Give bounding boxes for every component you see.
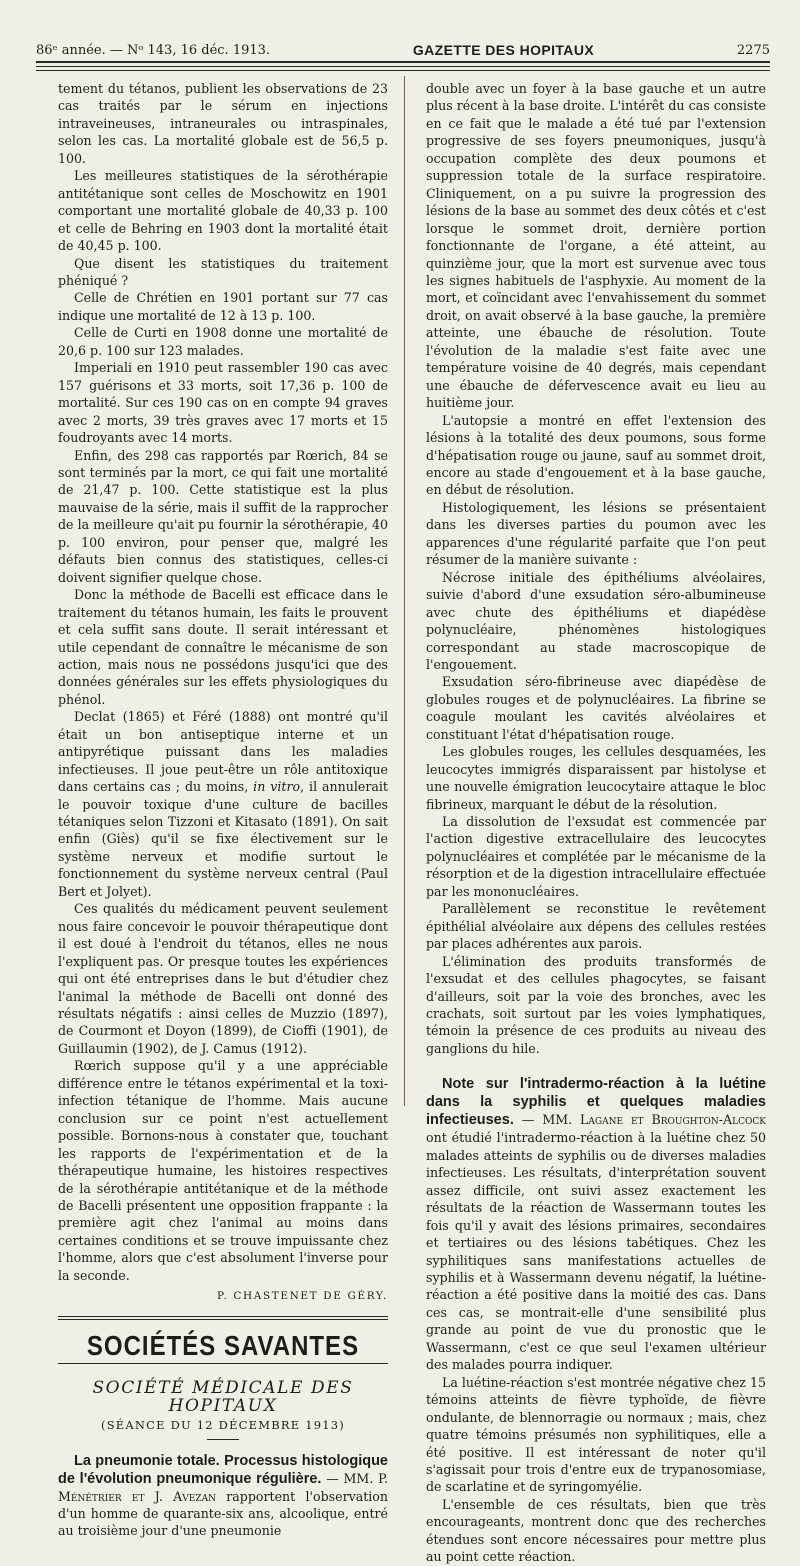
- page-header: [36, 36, 770, 58]
- article-paragraph: [58, 1452, 388, 1540]
- paragraph: Nécrose initiale des épithéliums alvéolaires, suivie d'abord d'une exsudation séro-albumineuse avec chute des épithéliums et diapédèse polynucléaire, phénomènes histologiques correspondant au stade macroscopique de l'engouement.: [426, 569, 766, 672]
- section-title: SOCIÉTÉS SAVANTES: [86, 1330, 360, 1362]
- header-rule: [36, 61, 770, 67]
- paragraph: L'ensemble de ces résultats, bien que très encourageants, montrent donc que des recherches étendues sont encore nécessaires pour mettre plus au point cette réaction.: [426, 1496, 766, 1565]
- paragraph: Exsudation séro-fibrineuse avec diapédèse de globules rouges et de polynucléaires. La fibrine se coagule moulant les cavités alvéolaires et constituant l'état d'hépatisation rouge.: [426, 674, 766, 742]
- paragraph: Parallèlement se reconstitue le revêtement épithélial alvéolaire aux dépens des cellules restées par places adhérentes aux parois.: [426, 901, 766, 952]
- paragraph-text: Declat (1865) et Féré (1888) ont montré qu'il était un bon antiseptique interne et un antipyrétique puissant dans les maladies infectieuses. Il joue peut-être un rôle antitoxique dans certains cas ; du moins,: [58, 709, 388, 795]
- small-rule: [207, 1439, 239, 1440]
- header-rule-thin: [36, 70, 770, 71]
- paragraph: Donc la méthode de Bacelli est efficace dans le traitement du tétanos humain, les faits le prouvent et cela suffit sans doute. Il serait intéressant et utile cependant de connaître le mécanisme de son action, mais nous ne possédons jusqu'ici que des données générales sur les effets physiologiques du phénol.: [58, 587, 388, 707]
- paragraph: Les globules rouges, les cellules desquamées, les leucocytes immigrés disparaissent par histolyse et une nouvelle émigration leucocytaire attaque le bloc fibrineux, marquant le début de la résolution.: [426, 744, 766, 812]
- paragraph: Enfin, des 298 cas rapportés par Rœrich, 84 se sont terminés par la mort, ce qui fait une mortalité de 21,47 p. 100. Cette statistique est la plus mauvaise de la série, mais il suffit de la rapprocher de la meilleure qu'ait pu fournir la sérothérapie, 40 p. 100 environ, pour penser que, malgré les défauts bien connus des statistiques, celles-ci doivent signifier quelque chose.: [58, 447, 388, 585]
- paragraph: double avec un foyer à la base gauche et un autre plus récent à la base droite. L'intérêt du cas consiste en ce fait que le malade a été tué par l'extension progressive de ses foyers pneumoniques, jusqu'à occupation complète des deux poumons et suppression totale de la surface respiratoire. Cliniquement, on a pu suivre la progression des lésions de la base au sommet des deux côtés et c'est lorsque le sommet droit, dernière portion fonctionnante de l'organe, a été atteint, au quinzième jour, que la mort est survenue avec tous les signes habituels de l'asphyxie. Au moment de la mort, et coïncidant avec l'envahissement du sommet droit, on avait observé à la base gauche, la première atteinte, une ébauche de résolution. Toute l'évolution de la maladie s'est faite avec une température voisine de 40 degrés, mais cependant une ébauche de défervescence avait eu lieu au huitième jour.: [426, 81, 766, 411]
- left-column: [58, 80, 388, 1540]
- article-authors: — MM. P. Ménétrier et J. Avezan: [58, 1470, 388, 1504]
- paragraph: Ces qualités du médicament peuvent seulement nous faire concevoir le pouvoir thérapeutique dont il est doué à l'endroit du tétanos, elles ne nous l'expliquent pas. Or presque toutes les expériences qui ont été entreprises dans le but d'étudier chez l'animal la méthode de Bacelli ont donné des résultats négatifs : ainsi celles de Muzzio (1897), de Courmont et Doyon (1899), de Cioffi (1901), de Guillaumin (1902), de J. Camus (1912).: [58, 901, 388, 1056]
- paragraph: Histologiquement, les lésions se présentaient dans les diverses parties du poumon avec les apparences d'une régularité parfaite que l'on peut résumer de la manière suivante :: [426, 499, 766, 568]
- author-signature: P. CHASTENET DE GÉRY.: [216, 1290, 388, 1303]
- spacer: [426, 1057, 766, 1075]
- paragraph: L'élimination des produits transformés de l'exsudat et des cellules phagocytes, se faisant d'ailleurs, soit par la voie des bronches, avec les crachats, soit surtout par les voies lymphatiques, témoin la présence de ces produits au niveau des ganglions du hile.: [426, 953, 766, 1056]
- section-separator: [58, 1316, 388, 1320]
- article-title: La pneumonie totale. Processus histologique de l'évolution pneumonique régulière.: [58, 1452, 388, 1487]
- right-column: [426, 80, 766, 1566]
- paragraph-text: , il annulerait le pouvoir toxique d'une culture de bacilles tétaniques selon Tizzoni et Kitasato (1891). On sait enfin (Giès) qu'il se fixe électivement sur le système nerveux et modifie surtout le fonctionnement du système nerveux central (Paul Bert et Jolyet).: [58, 779, 388, 899]
- paragraph: Les meilleures statistiques de la sérothérapie antitétanique sont celles de Moschowitz en 1901 comportant une mortalité globale de 40,33 p. 100 et celle de Behring en 1903 dont la mortalité était de 40,45 p. 100.: [58, 168, 388, 254]
- paragraph: [58, 708, 388, 900]
- issue-info: 86ᵉ année. — Nᵒ 143, 16 déc. 1913.: [36, 43, 271, 58]
- section-rule: [58, 1363, 388, 1364]
- society-title: SOCIÉTÉ MÉDICALE DES HOPITAUX: [92, 1378, 354, 1416]
- paragraph: Que disent les statistiques du traitement phéniqué ?: [58, 255, 388, 288]
- article-title: Note sur l'intradermo-réaction à la luétine dans la syphilis et quelques maladies infectieuses.: [426, 1076, 766, 1129]
- paragraph: La dissolution de l'exsudat est commencée par l'action digestive extracellulaire des leucocytes polynucléaires et complétée par le mécanisme de la résorption et de la digestion intracellulaire effectuée par les mononucléaires.: [426, 814, 766, 899]
- paragraph: Rœrich suppose qu'il y a une appréciable différence entre le tétanos expérimental et la toxi-infection tétanique de l'homme. Mais aucune conclusion sur ce point n'est actuellement possible. Bornons-nous à constater que, touchant les rapports de l'expérimentation et de la thérapeutique humaine, les histoires respectives de la sérothérapie antitétanique et de la méthode de Bacelli présentent une opposition frappante : la première agit chez l'animal au moins dans certaines conditions et se trouve impuissante chez l'homme, alors que c'est absolument l'inverse pour la seconde.: [58, 1058, 388, 1283]
- paragraph: Celle de Chrétien en 1901 portant sur 77 cas indique une mortalité de 12 à 13 p. 100.: [58, 290, 388, 323]
- session-date: (SÉANCE DU 12 DÉCEMBRE 1913): [101, 1418, 345, 1433]
- paragraph: La luétine-réaction s'est montrée négative chez 15 témoins atteints de fièvre typhoïde, de fièvre ondulante, de blennorragie ou normaux ; mais, chez quatre témoins présumés non syphilitiques, elle a été positive. Il est intéressant de noter qu'il s'agissait pour trois d'entre eux de trypanosomiase, de scarlatine et de syringomyélie.: [426, 1374, 766, 1495]
- article-paragraph: [426, 1075, 766, 1373]
- article-authors: — MM. Lagane et Broughton-Alcock: [513, 1112, 766, 1128]
- page-number: 2275: [736, 43, 770, 58]
- journal-title: GAZETTE DES HOPITAUX: [412, 42, 595, 58]
- paragraph: L'autopsie a montré en effet l'extension des lésions à la totalité des deux poumons, sous forme d'hépatisation rouge ou jaune, sauf au sommet droit, encore au stade d'engouement et à la base gauche, en début de résolution.: [426, 412, 766, 498]
- article-text: ont étudié l'intradermo-réaction à la luétine chez 50 malades atteints de syphilis ou de diverses maladies infectieuses. Les résultats, d'interprétation souvent assez difficile, ont suivi assez exactement les résultats de la réaction de Wassermann toutes les fois qu'il y avait des lésions primaires, secondaires et tertiaires ou des lésions tabétiques. Chez les syphilitiques sans manifestations actuelles de syphilis et à Wassermann devenu négatif, la luétine-réaction a été positive dans la moitié des cas. Dans ces cas, se montrait-elle d'une sensibilité plus grande au point de vue du pronostic que le Wassermann, c'est ce que seul l'examen ultérieur des malades pourra indiquer.: [426, 1130, 766, 1373]
- article-text: rapportent l'observation d'un homme de quarante-six ans, alcoolique, entré au troisième jour d'une pneumonie: [58, 1488, 389, 1539]
- column-divider: [404, 76, 405, 1106]
- italic-text: in vitro: [253, 779, 301, 795]
- paragraph: tement du tétanos, publient les observations de 23 cas traités par le sérum en injections intraveineuses, intraneurales ou intraspinales, selon les cas. La mortalité globale est de 56,5 p. 100.: [58, 81, 388, 166]
- paragraph: Celle de Curti en 1908 donne une mortalité de 20,6 p. 100 sur 123 malades.: [58, 325, 388, 358]
- paragraph: Imperiali en 1910 peut rassembler 190 cas avec 157 guérisons et 33 morts, soit 17,36 p. 100 de mortalité. Sur ces 190 cas on en compte 94 graves avec 2 morts, 39 très graves avec 17 morts et 15 foudroyants avec 14 morts.: [58, 360, 388, 446]
